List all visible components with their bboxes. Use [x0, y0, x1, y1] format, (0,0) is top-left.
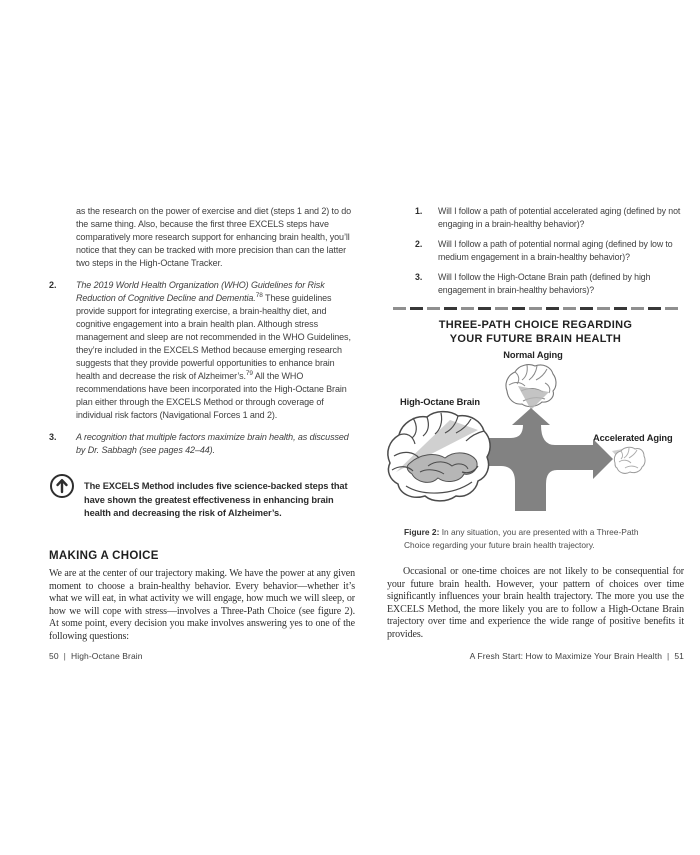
list-item-2-title: The 2019 World Health Organization (WHO) Guidelines for Risk Reduction of Cognitive Decline and Dementia. — [76, 280, 325, 303]
question-2-text: Will I follow a path of potential normal aging (defined by low to medium engagement in a brain-healthy behavior)? — [438, 239, 673, 262]
label-accelerated-aging: Accelerated Aging — [593, 433, 673, 443]
question-item-1 — [387, 205, 684, 231]
question-3-number: 3. — [415, 272, 423, 282]
footer-separator: | — [63, 651, 66, 661]
question-1-number: 1. — [415, 206, 423, 216]
right-footer-title: A Fresh Start: How to Maximize Your Brain Health — [469, 651, 663, 661]
accelerated-aging-brain-icon — [611, 445, 647, 475]
question-1-text: Will I follow a path of potential accelerated aging (defined by not engaging in a brain-healthy behavior)? — [438, 206, 681, 229]
list-item-2-body-b: All the WHO recommendations have been incorporated into the High-Octane Brain plan either through the EXCELS Method or through coverage of individual risk factors (Navigational Forces 1 and 2). — [76, 371, 347, 420]
endnote-ref-2: 79 — [245, 370, 253, 377]
dashed-divider — [393, 307, 678, 310]
list-item-2-number: 2. — [49, 280, 57, 290]
figure-title-line1: THREE-PATH CHOICE REGARDING — [438, 319, 633, 331]
list-item-2-text — [76, 279, 355, 422]
list-item-3-text: A recognition that multiple factors maximize brain health, as discussed by Dr. Sabbagh (see pages 42–44). — [76, 432, 349, 455]
list-item-2-body-a: These guidelines provide support for integrating exercise, a brain-healthy diet, and cognitive engagement into a brain health plan. Although stress management and sleep are not recommended in the WHO Guidelines, they’re included in the EXCELS Method because emerging research suggests that they provide powerful opportunities to enhance brain health and decrease the risk of Alzheimer’s. — [76, 293, 351, 381]
label-high-octane-brain: High-Octane Brain — [400, 397, 480, 407]
label-normal-aging: Normal Aging — [503, 350, 563, 360]
right-page-footer — [387, 651, 684, 661]
list-item-2 — [49, 279, 355, 422]
section-body: We are at the center of our trajectory making. We have the power at any given moment to choose a brain-healthy behavior. Every behavior—whether it’s what we will eat, in what activity we will engage, how much we will sleep, or how we will cope with stress—involves a Three-Path Choice (see figure 2). At some point, every decision you make involves answering yes to one of the following questions: — [49, 568, 355, 643]
right-page-body: Occasional or one-time choices are not likely to be consequential for your future brain health. However, your pattern of choices over time significantly influences your brain health trajectory. The more you use the EXCELS Method, the more likely you are to follow a High-Octane Brain trajectory over time and experience the wide range of positive benefits it provides. — [387, 566, 684, 640]
key-point-callout — [49, 471, 355, 530]
question-item-3 — [387, 271, 684, 297]
figure-caption-label: Figure 2: — [404, 527, 440, 537]
endnote-ref-1: 78 — [255, 292, 263, 299]
key-point-text: The EXCELS Method includes five science-backed steps that have shown the greatest effectiveness in enhancing brain health and decreasing the risk of Alzheimer’s. — [84, 481, 348, 519]
right-page-column — [387, 205, 684, 642]
list-item-3-number: 3. — [49, 432, 57, 442]
list-item-1-continuation: as the research on the power of exercise and diet (steps 1 and 2) to do the same thing. Also, because the first three EXCELS steps have comparatively more research support for enhancing brain health, you’ll notice that they can be tracked with more precision than can the latter two steps in the High-Octane Tracker. — [76, 206, 352, 268]
question-2-number: 2. — [415, 239, 423, 249]
right-page-number: 51 — [674, 651, 684, 661]
circled-up-arrow-icon — [49, 473, 75, 499]
list-item-3 — [49, 431, 355, 457]
question-3-text: Will I follow the High-Octane Brain path (defined by high engagement in brain-healthy behaviors)? — [438, 272, 651, 295]
left-footer-title: High-Octane Brain — [70, 651, 143, 661]
high-octane-brain-icon — [380, 408, 495, 505]
left-page-column — [49, 205, 355, 644]
figure-caption — [404, 526, 648, 552]
three-path-diagram — [387, 348, 684, 520]
left-page-number: 50 — [49, 651, 59, 661]
figure-title-line2: YOUR FUTURE BRAIN HEALTH — [449, 333, 622, 345]
question-item-2 — [387, 238, 684, 264]
footer-separator: | — [667, 651, 670, 661]
left-page-footer — [49, 651, 355, 661]
section-heading: MAKING A CHOICE — [49, 550, 159, 563]
figure-caption-text: In any situation, you are presented with a Three-Path Choice regarding your future brain health trajectory. — [404, 527, 639, 550]
